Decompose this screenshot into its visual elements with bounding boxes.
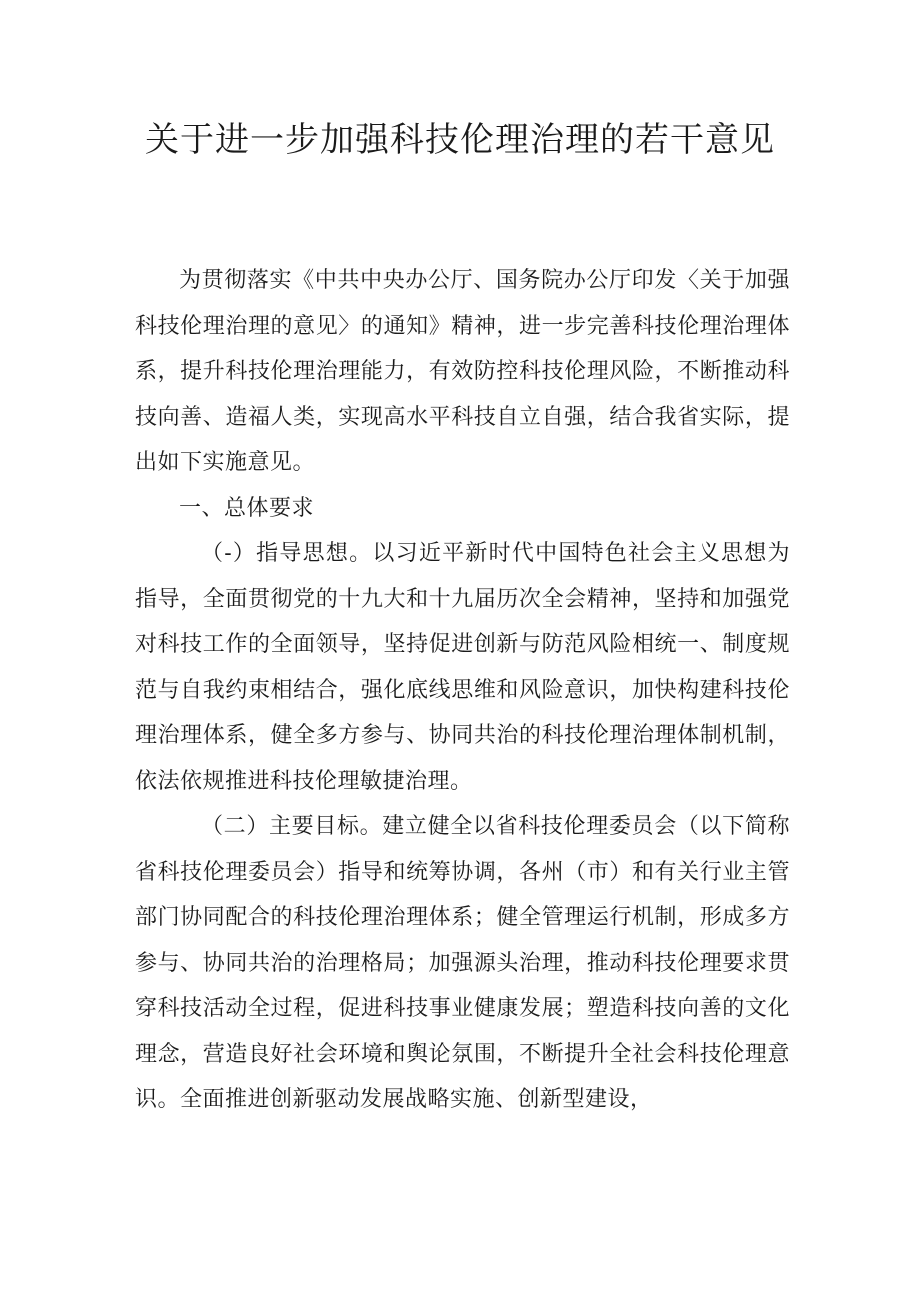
- section-heading-general-requirements: 一、总体要求: [179, 495, 315, 521]
- guiding-ideology-paragraph: （-）指导思想。以习近平新时代中国特色社会主义思想为指导，全面贯彻党的十九大和十九届历次全会精神，坚持和加强党对科技工作的全面领导，坚持促进创新与防范风险相统一、制度规范与自我约束相结合，强化底线思维和风险意识，加快构建科技伦理治理体系，健全多方参与、协同共治的科技伦理治理体制机制，依法依规推进科技伦理敏捷治理。: [135, 541, 790, 794]
- document-title: 关于进一步加强科技伦理治理的若干意见: [145, 120, 775, 160]
- main-goals-paragraph: （二）主要目标。建立健全以省科技伦理委员会（以下简称省科技伦理委员会）指导和统筹协调，各州（市）和有关行业主管部门协同配合的科技伦理治理体系；健全管理运行机制，形成多方参与、协同共治的治理格局；加强源头治理，推动科技伦理要求贯穿科技活动全过程，促进科技事业健康发展；塑造科技向善的文化理念，营造良好社会环境和舆论氛围，不断提升全社会科技伦理意识。全面推进创新驱动发展战略实施、创新型建设，: [135, 814, 790, 1112]
- document-body: [135, 258, 790, 1123]
- intro-paragraph: 为贯彻落实《中共中央办公厅、国务院办公厅印发〈关于加强科技伦理治理的意见〉的通知》精神，进一步完善科技伦理治理体系，提升科技伦理治理能力，有效防控科技伦理风险，不断推动科技向善、造福人类，实现高水平科技自立自强，结合我省实际，提出如下实施意见。: [135, 268, 790, 475]
